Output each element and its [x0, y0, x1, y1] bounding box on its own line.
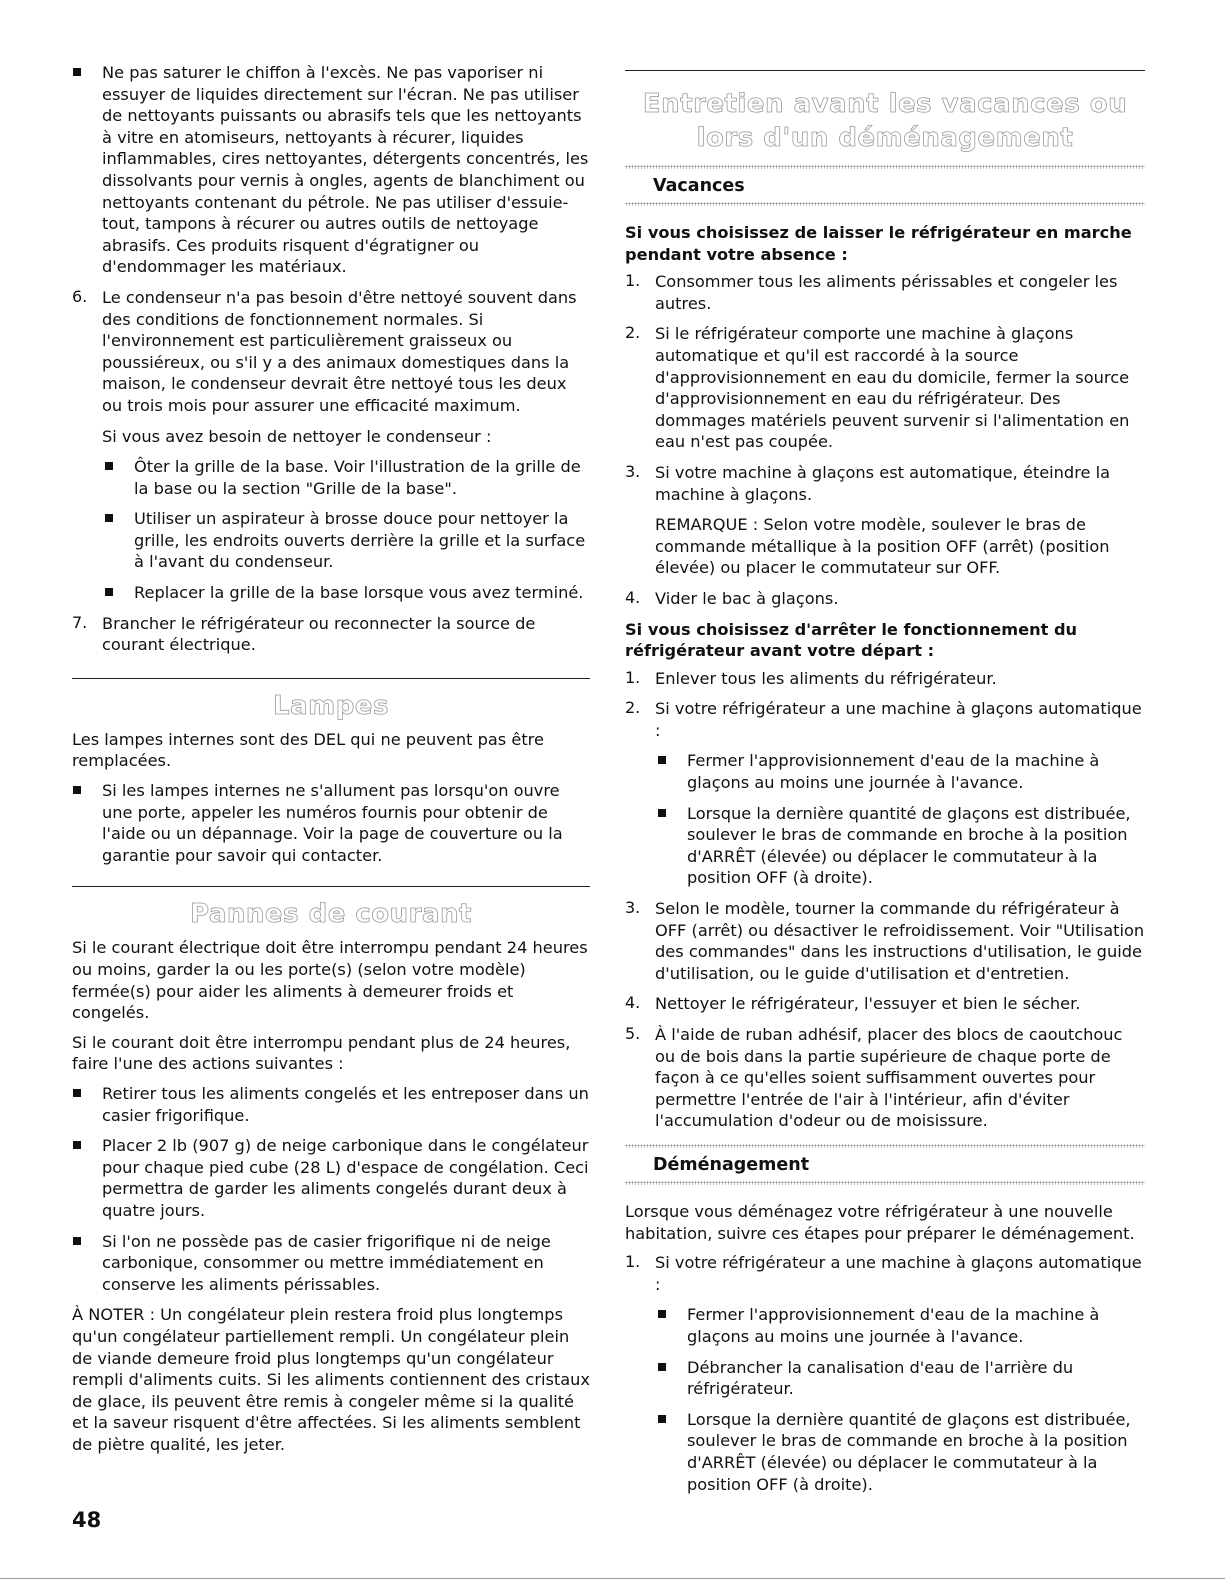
step-number: 1. — [625, 1252, 641, 1272]
section-divider — [72, 678, 590, 679]
step-number: 3. — [625, 461, 641, 481]
condition-heading: Si vous choisissez d'arrêter le fonctionnement du réfrigérateur avant votre départ : — [625, 619, 1078, 661]
list-item: Si l'on ne possède pas de casier frigorifique ni de neige carbonique, consommer ou mettre immédiatement en conserve les aliments périssables. — [72, 1231, 590, 1296]
step-text: Si votre réfrigérateur a une machine à glaçons automatique : — [655, 1253, 1142, 1294]
step-number: 4. — [625, 587, 641, 607]
dotted-rule — [625, 1181, 1145, 1185]
step-number: 2. — [625, 698, 641, 718]
list-item: Ne pas saturer le chiffon à l'excès. Ne pas vaporiser ni essuyer de liquides directement sur l'écran. Ne pas utiliser de nettoyants puissants ou abrasifs tels que les nettoyants à vitre en atomiseurs, nettoyants à récurer, liquides inflammables, cires nettoyantes, détergents concentrés, les dissolvants pour vernis à ongles, agents de blanchiment ou nettoyants contenant du pétrole. Ne pas utiliser d'essuie-tout, tampons à récurer ou autres outils de nettoyage abrasifs. Ces produits risquent d'égratigner ou d'endommager les matériaux. — [72, 62, 590, 278]
step-item — [625, 1252, 1145, 1295]
step-item — [625, 271, 1145, 314]
step-number: 3. — [625, 898, 641, 918]
list-item: Replacer la grille de la base lorsque vous avez terminé. — [104, 582, 590, 604]
list-item: Fermer l'approvisionnement d'eau de la machine à glaçons au moins une journée à l'avance. — [657, 1304, 1145, 1347]
list-item: Retirer tous les aliments congelés et les entreposer dans un casier frigorifique. — [72, 1083, 590, 1126]
step-text: Le condenseur n'a pas besoin d'être nettoyé souvent dans des conditions de fonctionnement normales. Si l'environnement est particulièrement graisseux ou poussiéreux, ou s'il y a des animaux domestiques dans la maison, le condenseur devrait être nettoyé tous les deux ou trois mois pour assurer une efficacité maximum. — [102, 287, 577, 415]
list-item: Lorsque la dernière quantité de glaçons est distribuée, soulever le bras de commande en broche à la position d'ARRÊT (élevée) ou déplacer le commutateur à la position OFF (à droite). — [657, 1409, 1145, 1495]
section-divider — [72, 886, 590, 887]
step-item — [625, 1024, 1145, 1132]
step-number: 6. — [72, 286, 88, 306]
step-item — [625, 462, 1145, 505]
section-title-lampes: Lampes — [273, 690, 389, 721]
list-item: Si les lampes internes ne s'allument pas lorsqu'on ouvre une porte, appeler les numéros fournis pour obtenir de l'aide ou un dépannage. Voir la page de couverture ou la garantie pour savoir qui contacter. — [72, 780, 590, 866]
step-6-intro: Si vous avez besoin de nettoyer le condenseur : — [102, 426, 492, 446]
step-number: 1. — [625, 667, 641, 687]
right-column — [625, 62, 1145, 1504]
section-divider — [625, 70, 1145, 71]
step-text: Si le réfrigérateur comporte une machine à glaçons automatique et qu'il est raccordé à la source d'approvisionnement en eau du domicile, fermer la source d'approvisionnement en eau du réfrigérateur. Des dommages matériels peuvent survenir si l'alimentation en eau n'est pas coupée. — [655, 324, 1130, 452]
note-paragraph: À NOTER : Un congélateur plein restera froid plus longtemps qu'un congélateur partiellement rempli. Un congélateur plein de viande demeure froid plus longtemps qu'un congélateur rempli d'aliments cuits. Si les aliments contiennent des cristaux de glace, ils peuvent être remis à congeler même si la qualité et la saveur risquent d'être affectées. Si les aliments semblent de piètre qualité, les jeter. — [72, 1305, 591, 1454]
step-7 — [72, 613, 590, 656]
step-item — [625, 323, 1145, 453]
step-number: 5. — [625, 1024, 641, 1043]
remarque-note: REMARQUE : Selon votre modèle, soulever le bras de commande métallique à la position OFF (arrêt) (position élevée) ou placer le commutateur sur OFF. — [655, 515, 1110, 578]
step-number: 2. — [625, 323, 641, 343]
step-text: À l'aide de ruban adhésif, placer des blocs de caoutchouc ou de bois dans la partie supérieure de chaque porte de façon à ce qu'elles soient suffisamment ouvertes pour permettre l'entrée de l'air à l'intérieur, afin d'éviter l'accumulation d'odeur ou de moisissure. — [655, 1025, 1123, 1131]
step-text: Si votre machine à glaçons est automatique, éteindre la machine à glaçons. — [655, 462, 1111, 504]
list-item: Fermer l'approvisionnement d'eau de la machine à glaçons au moins une journée à l'avance. — [657, 750, 1145, 793]
step-item — [625, 898, 1145, 984]
list-item: Ôter la grille de la base. Voir l'illustration de la grille de la base ou la section "Grille de la base". — [104, 456, 590, 499]
page-number: 48 — [72, 1508, 102, 1532]
step-number: 4. — [625, 993, 641, 1013]
condition-heading: Si vous choisissez de laisser le réfrigérateur en marche pendant votre absence : — [625, 223, 1132, 264]
step-6 — [72, 287, 590, 417]
lampes-text: Les lampes internes sont des DEL qui ne peuvent pas être remplacées. — [72, 729, 544, 771]
list-item: Utiliser un aspirateur à brosse douce pour nettoyer la grille, les endroits ouverts derrière la grille et la surface à l'avant du condenseur. — [104, 508, 590, 573]
subheading-demenagement: Déménagement — [653, 1154, 810, 1175]
section-title-line2: lors d'un déménagement — [696, 123, 1074, 153]
pannes-paragraph: Si le courant électrique doit être interrompu pendant 24 heures ou moins, garder la ou les porte(s) (selon votre modèle) fermée(s) pour aider les aliments à demeurer froids et congelés. — [72, 938, 588, 1023]
page-bottom-rule — [0, 1578, 1225, 1579]
subheading-vacances: Vacances — [653, 176, 745, 196]
dotted-rule — [625, 202, 1145, 206]
step-item — [625, 668, 1145, 690]
step-text: Nettoyer le réfrigérateur, l'essuyer et bien le sécher. — [655, 994, 1081, 1014]
step-text: Consommer tous les aliments périssables et congeler les autres. — [655, 272, 1118, 313]
demenagement-intro: Lorsque vous déménagez votre réfrigérateur à une nouvelle habitation, suivre ces étapes pour préparer le déménagement. — [625, 1201, 1135, 1243]
list-item: Lorsque la dernière quantité de glaçons est distribuée, soulever le bras de commande en broche à la position d'ARRÊT (élevée) ou déplacer le commutateur à la position OFF (à droite). — [657, 803, 1145, 889]
step-text: Vider le bac à glaçons. — [655, 588, 839, 608]
step-number: 1. — [625, 271, 641, 291]
list-item: Débrancher la canalisation d'eau de l'arrière du réfrigérateur. — [657, 1357, 1145, 1400]
section-title-pannes: Pannes de courant — [190, 899, 472, 930]
step-item — [625, 698, 1145, 741]
step-text: Si votre réfrigérateur a une machine à glaçons automatique : — [655, 699, 1142, 740]
pannes-paragraph: Si le courant doit être interrompu pendant plus de 24 heures, faire l'une des actions suivantes : — [72, 1032, 571, 1074]
list-item: Placer 2 lb (907 g) de neige carbonique dans le congélateur pour chaque pied cube (28 L) d'espace de congélation. Ceci permettra de garder les aliments congelés durant deux à quatre jours. — [72, 1135, 590, 1221]
left-column — [72, 62, 590, 1463]
step-item — [625, 588, 1145, 610]
section-title-line1: Entretien avant les vacances ou — [642, 89, 1128, 119]
step-text: Selon le modèle, tourner la commande du réfrigérateur à OFF (arrêt) ou désactiver le refroidissement. Voir "Utilisation des commandes" dans les instructions d'utilisation, le guide d'utilisation, ou le guide d'utilisation et d'entretien. — [655, 899, 1145, 983]
step-text: Brancher le réfrigérateur ou reconnecter la source de courant électrique. — [102, 613, 536, 655]
step-number: 7. — [72, 612, 88, 632]
step-text: Enlever tous les aliments du réfrigérateur. — [655, 668, 997, 688]
step-item — [625, 993, 1145, 1015]
